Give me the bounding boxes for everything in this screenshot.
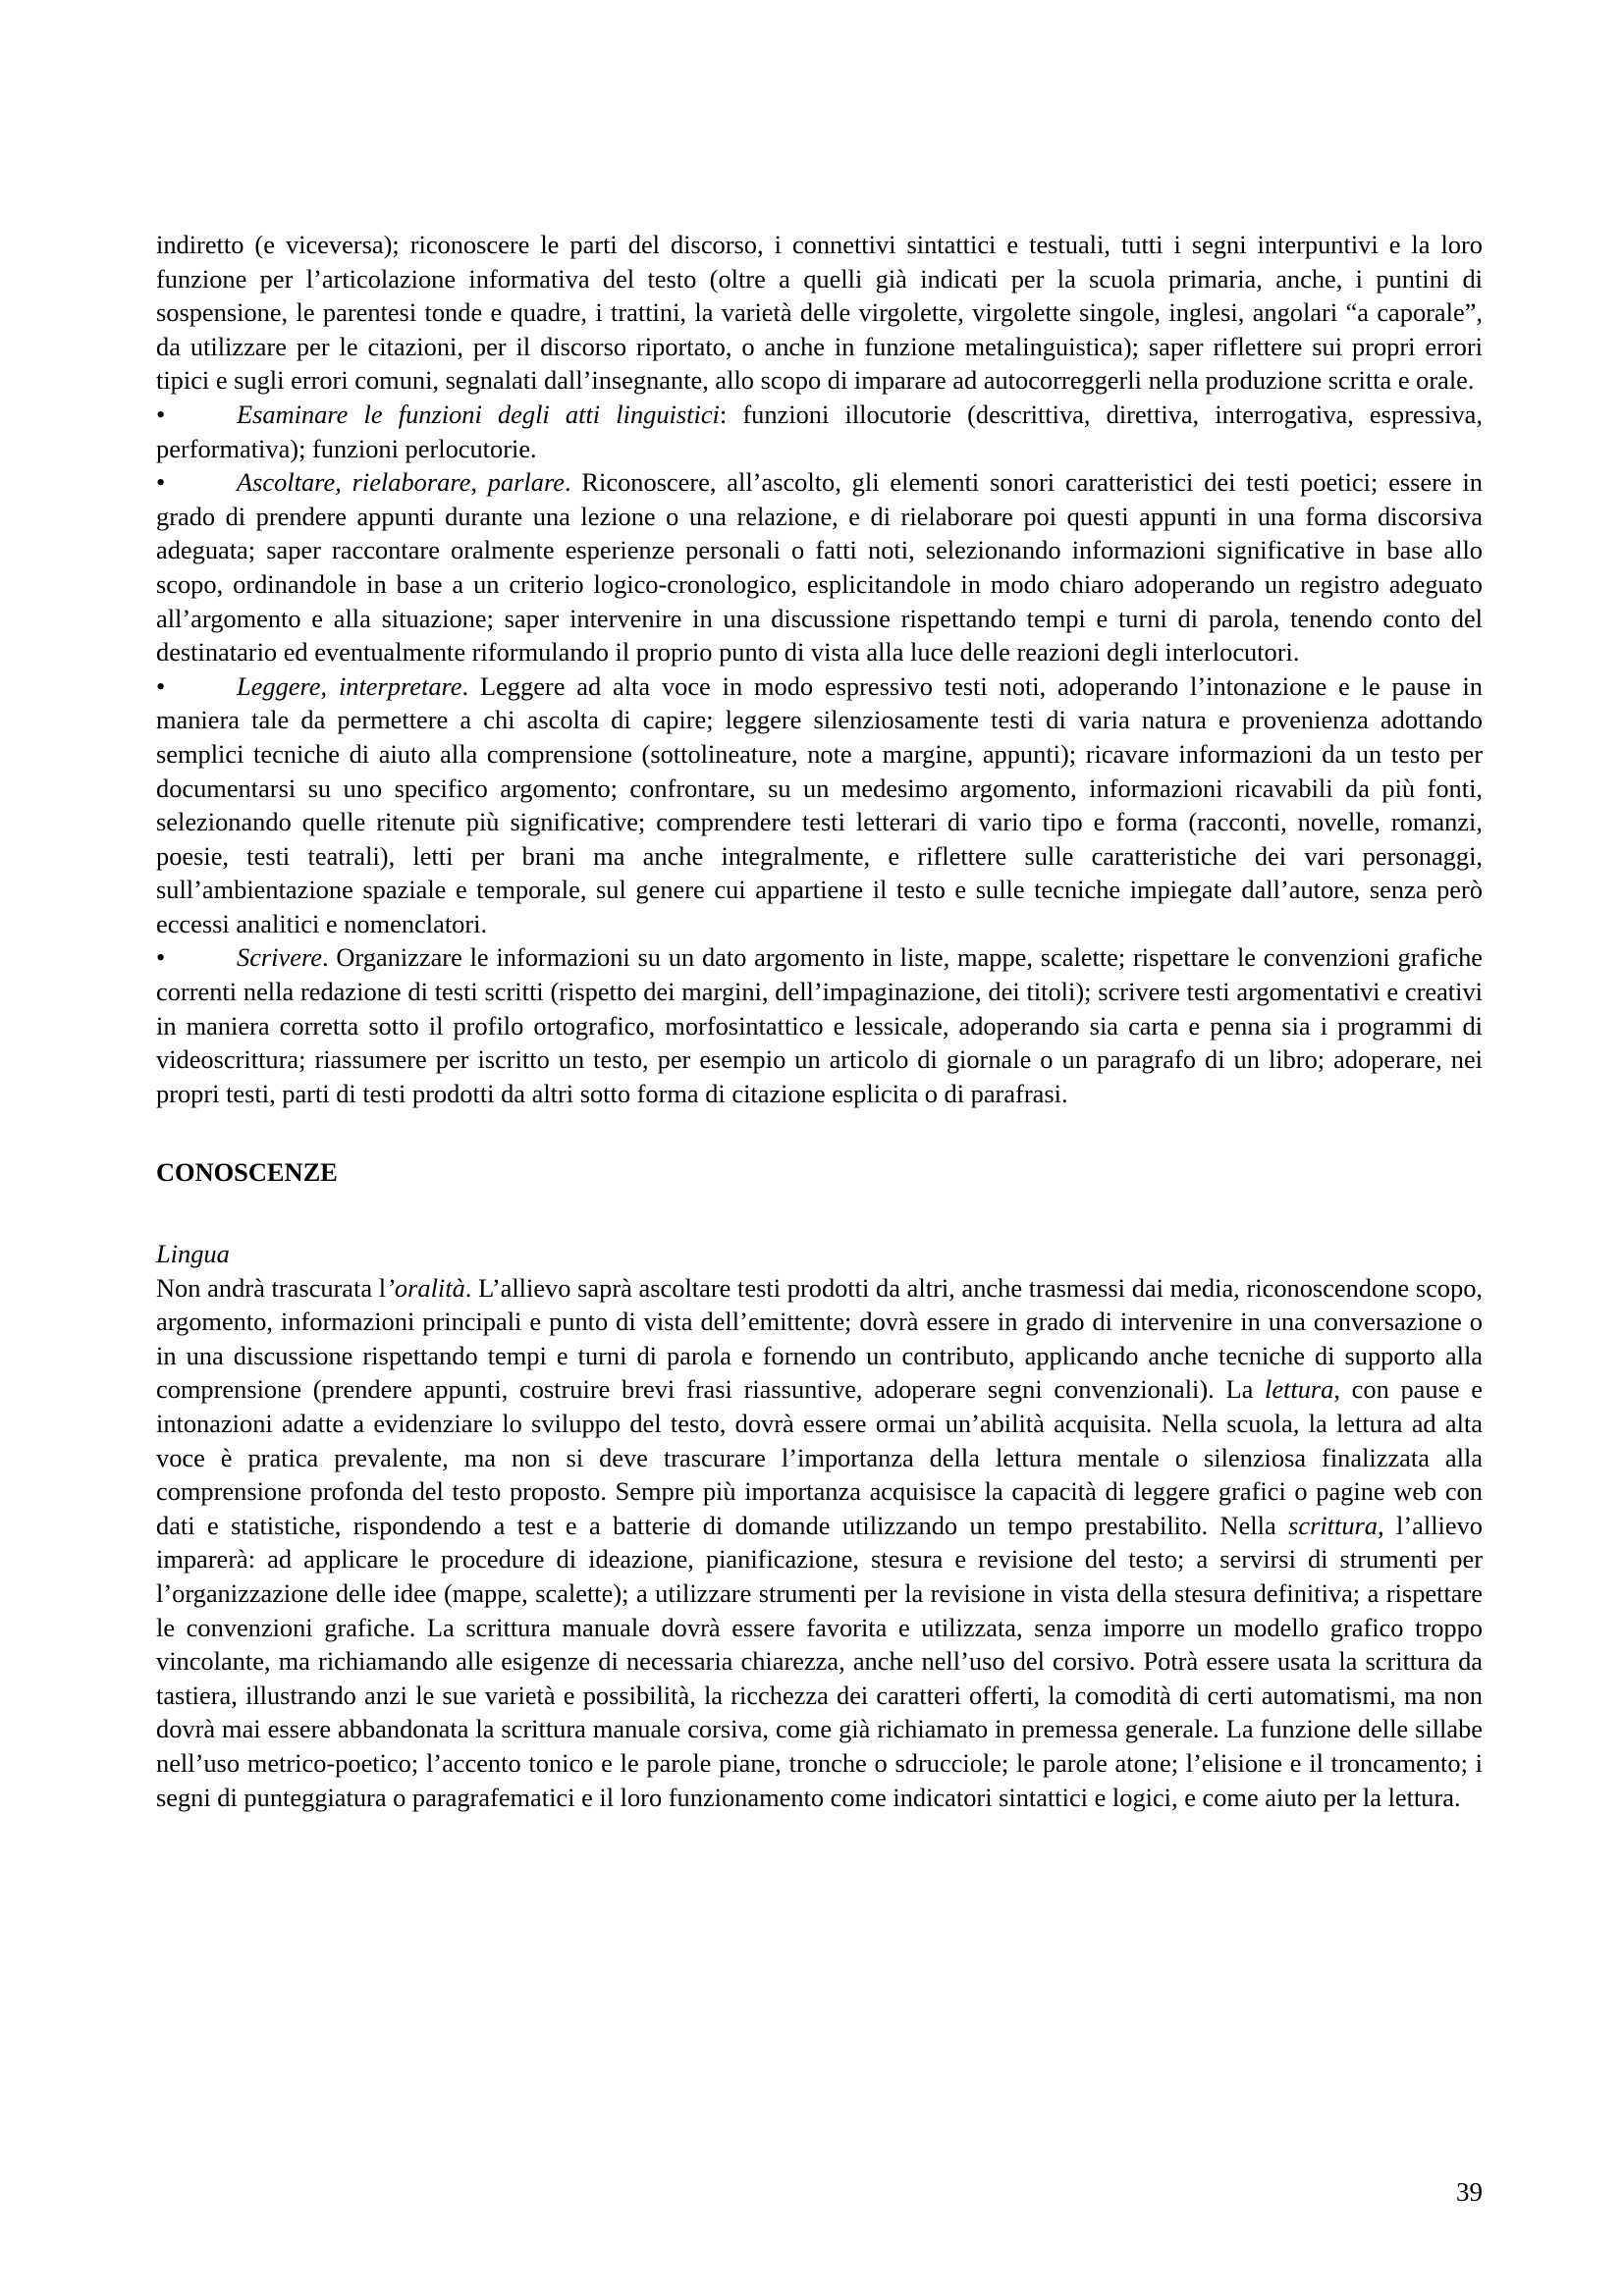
bullet-text: . Leggere ad alta voce in modo espressivo testi noti, adoperando l’intonazione e le pause in maniera tale da permettere a chi ascolta di capire; leggere silenziosamente testi di varia natura e provenienza adottando semplici tecniche di aiuto alla comprensione (sottolineature, note a margine, appunti); ricavare informazioni da un testo per documentarsi su uno specifico argomento; confrontare, su un medesimo argomento, informazioni ricavabili da più fonti, selezionando quelle ritenute più significative; comprendere testi letterari di vario tipo e forma (racconti, novelle, romanzi, poesie, testi teatrali), letti per brani ma anche integralmente, e riflettere sulle caratteristiche dei vari personaggi, sull’ambientazione spaziale e temporale, sul genere cui appartiene il testo e sulle tecniche impiegate dall’autore, senza però eccessi analitici e nomenclatori. bbox=[156, 670, 1483, 938]
lingua-text-2: . L’allievo saprà ascoltare testi prodotti da altri, anche trasmessi dai media, riconoscendone scopo, argomento, informazioni principali e punto di vista dell’emittente; dovrà essere in grado di intervenire in una conversazione o in una discussione rispettando tempi e turni di parola e fornendo un contributo, applicando anche tecniche di supporto alla comprensione (prendere appunti, costruire brevi frasi riassuntive, adoperare segni convenzionali). La bbox=[156, 1272, 1483, 1405]
bullet-item-scrivere bbox=[156, 940, 1483, 1110]
bullet-title: Leggere, interpretare bbox=[237, 670, 462, 701]
bullet-text: . Organizzare le informazioni su un dato argomento in liste, mappe, scalette; rispettare le convenzioni grafiche correnti nella redazione di testi scritti (rispetto dei margini, dell’impaginazione, dei titoli); scrivere testi argomentativi e creativi in maniera corretta sotto il profilo ortografico, morfosintattico e lessicale, adoperando sia carta e penna sia i programmi di videoscrittura; riassumere per iscritto un testo, per esempio un articolo di giornale o un paragrafo di un libro; adoperare, nei propri testi, parti di testi prodotti da altri sotto forma di citazione esplicita o di parafrasi. bbox=[156, 942, 1483, 1108]
bullet-title: Esaminare le funzioni degli atti linguistici bbox=[237, 399, 720, 429]
bullet-item-atti-linguistici bbox=[156, 398, 1483, 465]
lingua-text-3: , con pause e intonazioni adatte a evidenziare lo sviluppo del testo, dovrà essere ormai un’abilità acquisita. Nella scuola, la lettura ad alta voce è pratica prevalente, ma non si deve trascurare l’importanza della lettura mentale o silenziosa finalizzata alla comprensione profonda del testo proposto. Sempre più importanza acquisisce la capacità di leggere grafici o pagine web con dati e statistiche, rispondendo a test e a batterie di domande utilizzando un tempo prestabilito. Nella bbox=[156, 1374, 1483, 1540]
lingua-italic-oralita: ’oralità bbox=[386, 1272, 465, 1303]
bullet-title: Ascoltare, rielaborare, parlare bbox=[237, 467, 565, 498]
lingua-italic-lettura: lettura bbox=[1265, 1374, 1334, 1405]
bullet-title: Scrivere bbox=[237, 942, 322, 973]
bullet-marker: • bbox=[156, 467, 166, 498]
bullet-item-ascoltare bbox=[156, 465, 1483, 669]
section-heading: CONOSCENZE bbox=[156, 1157, 338, 1188]
bullet-item-leggere bbox=[156, 669, 1483, 941]
lingua-text-4: , l’allievo imparerà: ad applicare le procedure di ideazione, pianificazione, stesura e revisione del testo; a servirsi di strumenti per l’organizzazione delle idee (mappe, scalette); a utilizzare strumenti per la revisione in vista della stesura definitiva; a rispettare le convenzioni grafiche. La scrittura manuale dovrà essere favorita e utilizzata, senza imporre un modello grafico troppo vincolante, ma richiamando alle esigenze di necessaria chiarezza, anche nell’uso del corsivo. Potrà essere usata la scrittura da tastiera, illustrando anzi le sue varietà e possibilità, la ricchezza dei caratteri offerti, la comodità di certi automatismi, ma non dovrà mai essere abbandonata la scrittura manuale corsiva, come già richiamato in premessa generale. La funzione delle sillabe nell’uso metrico-poetico; l’accento tonico e le parole piane, tronche o sdrucciole; le parole atone; l’elisione e il troncamento; i segni di punteggiatura o paragrafematici e il loro funzionamento come indicatori sintattici e logici, e come aiuto per la lettura. bbox=[156, 1510, 1483, 1812]
lingua-paragraph bbox=[156, 1271, 1483, 1815]
bullet-text: . Riconoscere, all’ascolto, gli elementi sonori caratteristici dei testi poetici; essere in grado di prendere appunti durante una lezione o una relazione, e di rielaborare poi questi appunti in una forma discorsiva adeguata; saper raccontare oralmente esperienze personali o fatti noti, selezionando informazioni significative in base allo scopo, ordinandole in base a un criterio logico-cronologico, esplicitandole in modo chiaro adoperando un registro adeguato all’argomento e alla situazione; saper intervenire in una discussione rispettando tempi e turni di parola, tenendo conto del destinatario ed eventualmente riformulando il proprio punto di vista alla luce delle reazioni degli interlocutori. bbox=[156, 467, 1483, 667]
page-body bbox=[156, 228, 1483, 1814]
page-number: 39 bbox=[1456, 2177, 1483, 2207]
lingua-text-1: Non andrà trascurata l bbox=[156, 1272, 387, 1303]
bullet-marker: • bbox=[156, 399, 166, 429]
subsection-heading: Lingua bbox=[156, 1239, 230, 1269]
intro-paragraph: indiretto (e viceversa); riconoscere le parti del discorso, i connettivi sintattici e testuali, tutti i segni interpuntivi e la loro funzione per l’articolazione informativa del testo (oltre a quelli già indicati per la scuola primaria, anche, i puntini di sospensione, le parentesi tonde e quadre, i trattini, la varietà delle virgolette, virgolette singole, inglesi, angolari “a caporale”, da utilizzare per le citazioni, per il discorso riportato, o anche in funzione metalinguistica); saper riflettere sui propri errori tipici e sugli errori comuni, segnalati dall’insegnante, allo scopo di imparare ad autocorreggerli nella produzione scritta e orale. bbox=[156, 230, 1483, 396]
bullet-text: : funzioni illocutorie (descrittiva, direttiva, interrogativa, espressiva, performativa); funzioni perlocutorie. bbox=[156, 399, 1483, 463]
lingua-italic-scrittura: scrittura bbox=[1288, 1510, 1379, 1540]
bullet-marker: • bbox=[156, 942, 166, 973]
bullet-marker: • bbox=[156, 670, 166, 701]
